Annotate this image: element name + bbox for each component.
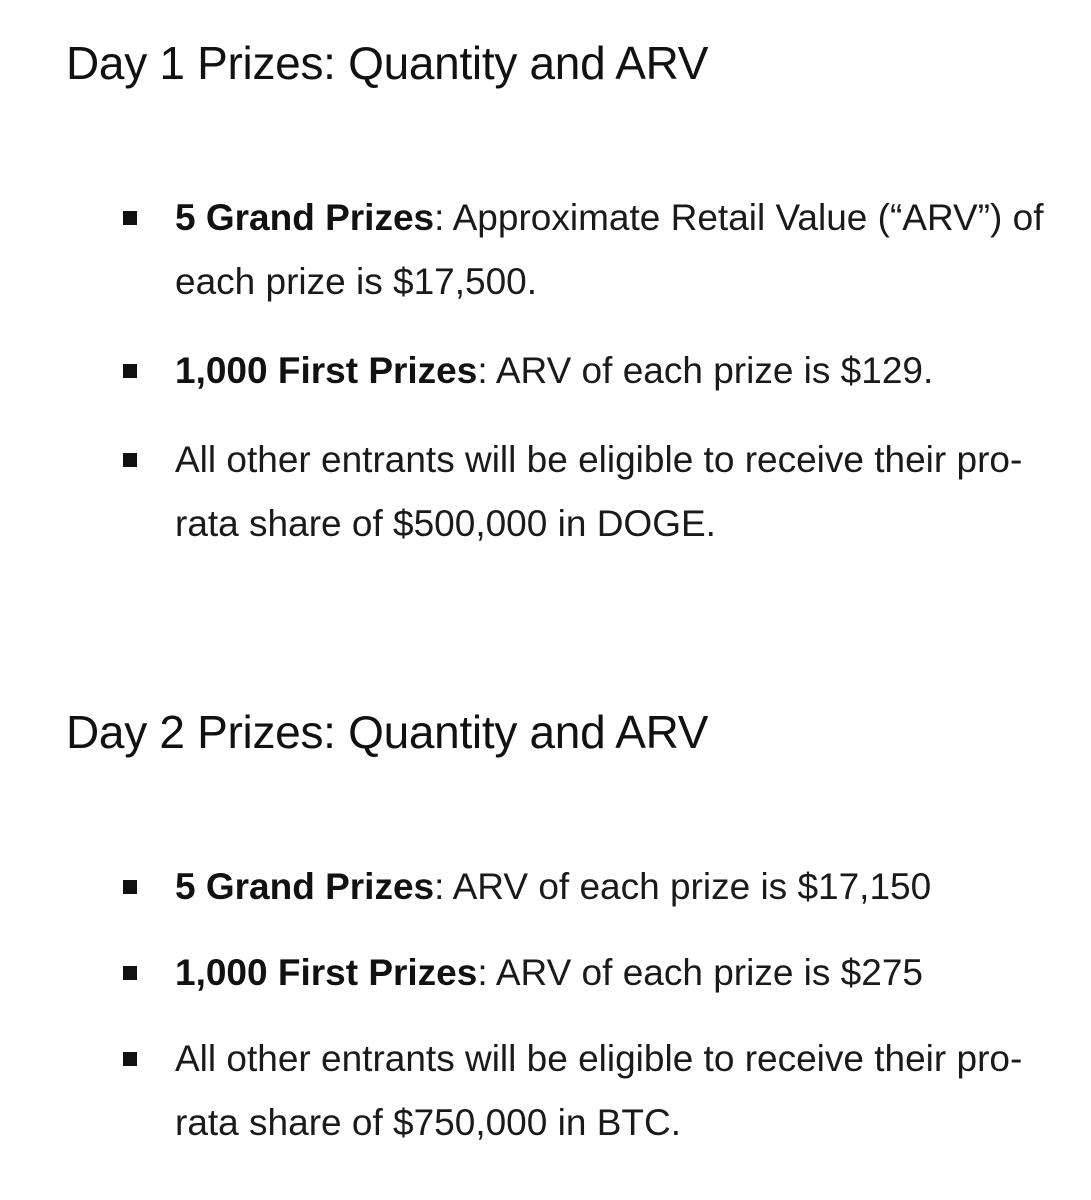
prize-name: 5 Grand Prizes	[175, 197, 435, 238]
prize-name: 5 Grand Prizes	[175, 866, 435, 907]
day2-section	[0, 702, 1091, 1143]
day1-other-entrants-item	[0, 428, 1091, 556]
square-bullet-icon	[123, 364, 137, 378]
day1-prize-list	[0, 186, 1091, 556]
square-bullet-icon	[123, 1052, 137, 1066]
day2-prize-list	[0, 855, 1091, 1155]
prize-description: : ARV of each prize is $129.	[477, 350, 934, 391]
square-bullet-icon	[123, 453, 137, 467]
square-bullet-icon	[123, 211, 137, 225]
day1-section	[0, 33, 1091, 544]
day2-heading: Day 2 Prizes: Quantity and ARV	[66, 706, 709, 758]
prize-description: All other entrants will be eligible to receive their pro-rata share of $750,000 in BTC.	[175, 1038, 1023, 1143]
prize-description: : Approximate Retail Value (“ARV”) of each prize is $17,500.	[175, 197, 1044, 302]
prize-name: 1,000 First Prizes	[175, 952, 478, 993]
day2-grand-prize-item	[0, 855, 1091, 919]
prize-name: 1,000 First Prizes	[175, 350, 478, 391]
day1-first-prize-item	[0, 339, 1091, 403]
prize-description: : ARV of each prize is $275	[477, 952, 923, 993]
square-bullet-icon	[123, 966, 137, 980]
prize-description: : ARV of each prize is $17,150	[434, 866, 932, 907]
day2-first-prize-item	[0, 941, 1091, 1005]
square-bullet-icon	[123, 880, 137, 894]
day1-grand-prize-item	[0, 186, 1091, 314]
day1-heading: Day 1 Prizes: Quantity and ARV	[66, 37, 709, 89]
prize-description: All other entrants will be eligible to receive their pro-rata share of $500,000 in DOGE.	[175, 439, 1023, 544]
day2-other-entrants-item	[0, 1027, 1091, 1155]
